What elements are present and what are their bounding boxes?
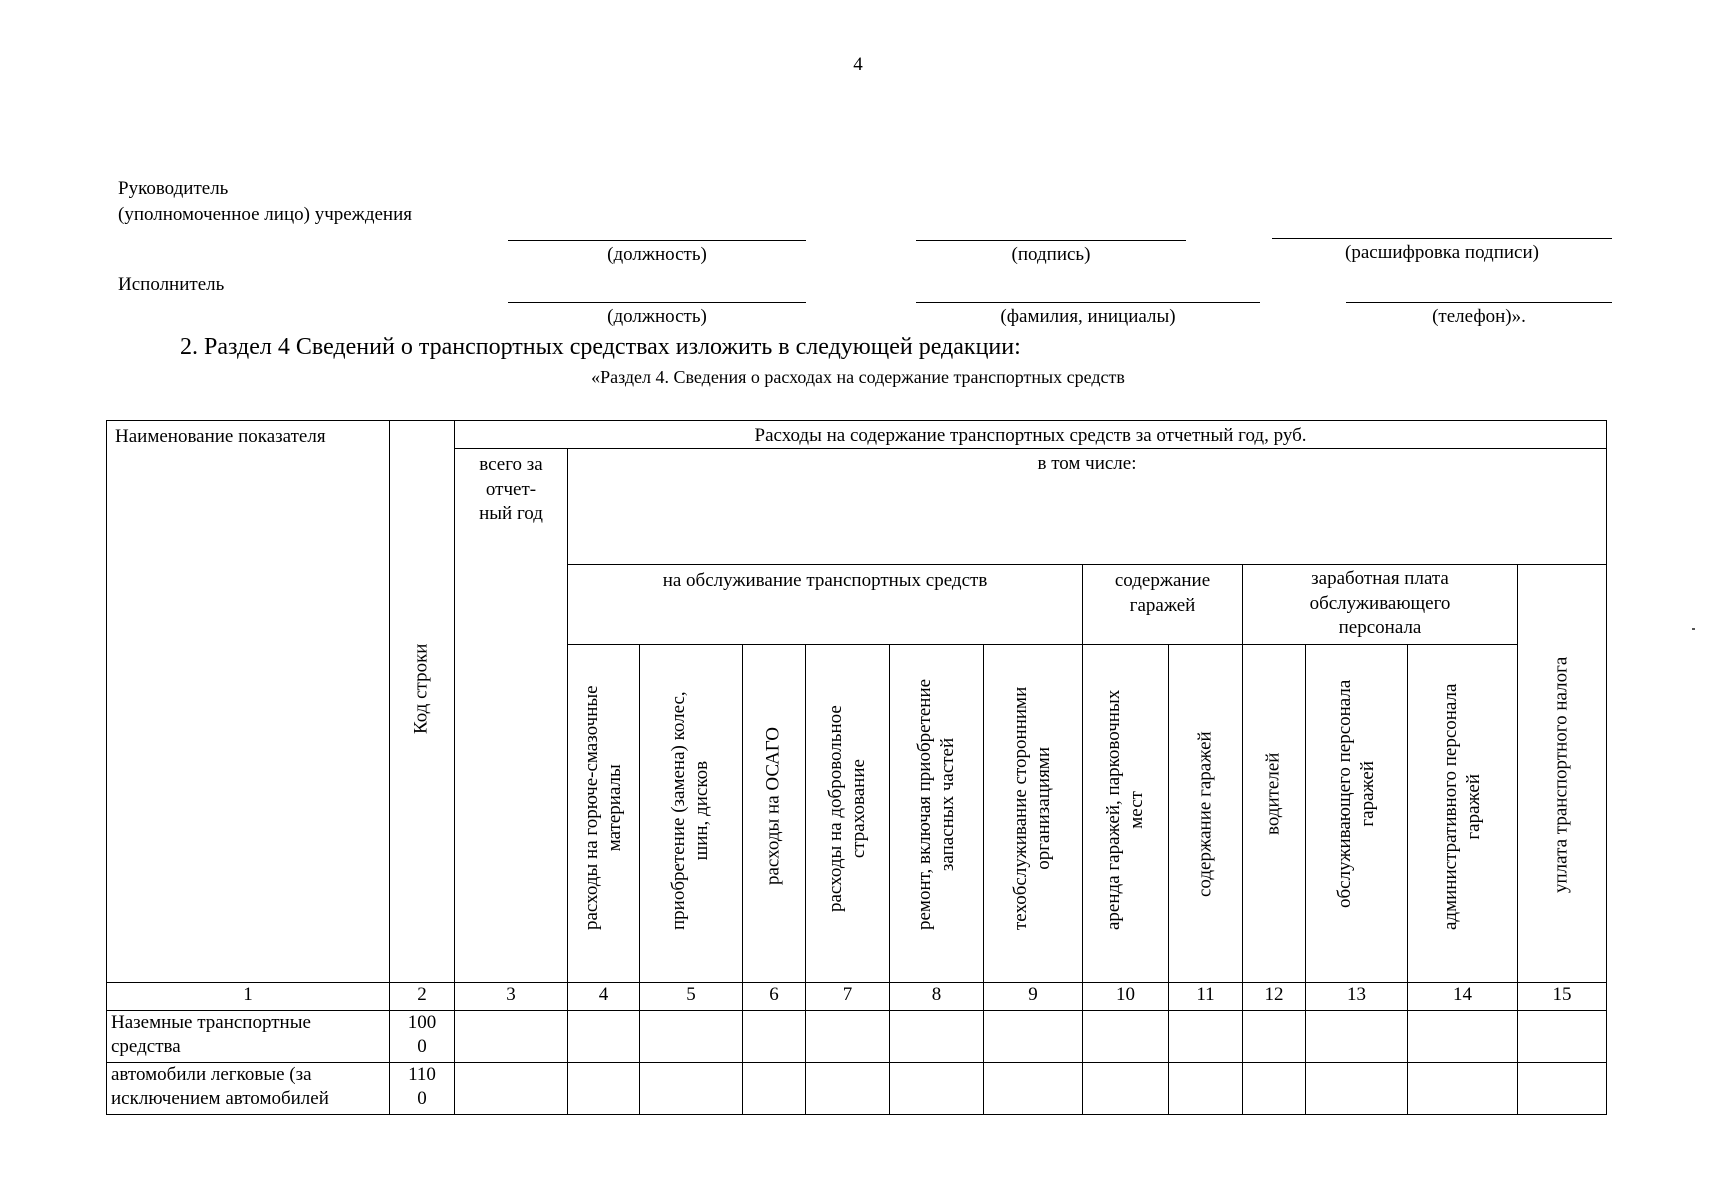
data-cell[interactable] — [1306, 1011, 1408, 1063]
column-number: 7 — [806, 983, 890, 1011]
header-including: в том числе: — [568, 449, 1607, 565]
data-cell[interactable] — [806, 1063, 890, 1115]
exec-phone-caption: (телефон)». — [1432, 306, 1526, 327]
exec-position-line — [508, 302, 806, 303]
head-decoding-line — [1272, 238, 1612, 239]
header-col-14: административного персонала гаражей — [1408, 645, 1518, 983]
header-col-7: расходы на добровольное страхование — [806, 645, 890, 983]
row-code: 100 0 — [390, 1011, 455, 1063]
header-col-6: расходы на ОСАГО — [743, 645, 806, 983]
data-cell[interactable] — [806, 1011, 890, 1063]
data-cell[interactable] — [1518, 1063, 1607, 1115]
head-position-line — [508, 240, 806, 241]
column-number: 5 — [640, 983, 743, 1011]
head-decoding-caption: (расшифровка подписи) — [1345, 242, 1539, 263]
data-cell[interactable] — [640, 1063, 743, 1115]
header-col-11: содержание гаражей — [1169, 645, 1243, 983]
data-cell[interactable] — [890, 1063, 984, 1115]
data-cell[interactable] — [455, 1063, 568, 1115]
header-garages: содержание гаражей — [1083, 565, 1243, 645]
header-col-5: приобретение (замена) колес, шин, дисков — [640, 645, 743, 983]
data-cell[interactable] — [1083, 1063, 1169, 1115]
data-cell[interactable] — [1169, 1063, 1243, 1115]
table-row — [107, 1011, 1607, 1063]
page-number: 4 — [853, 54, 863, 75]
executor-label: Исполнитель — [118, 274, 225, 295]
header-row-1 — [107, 421, 1607, 449]
header-salary: заработная плата обслуживающего персонала — [1243, 565, 1518, 645]
head-signature-line — [916, 240, 1186, 241]
head-title-line2: (уполномоченное лицо) учреждения — [118, 204, 412, 225]
data-cell[interactable] — [984, 1063, 1083, 1115]
data-cell[interactable] — [640, 1011, 743, 1063]
data-cell[interactable] — [455, 1011, 568, 1063]
exec-phone-line — [1346, 302, 1612, 303]
column-numbers-row — [107, 983, 1607, 1011]
row-name-passenger-cars: автомобили легковые (за исключением автомобилей — [107, 1063, 390, 1115]
column-number: 4 — [568, 983, 640, 1011]
data-cell[interactable] — [1243, 1063, 1306, 1115]
header-col-9: техобслуживание сторонними организациями — [984, 645, 1083, 983]
amendment-instruction: 2. Раздел 4 Сведений о транспортных средствах изложить в следующей редакции: — [180, 334, 1021, 360]
header-total: всего за отчет- ный год — [455, 449, 568, 983]
data-cell[interactable] — [1518, 1011, 1607, 1063]
header-col-15: уплата транспортного налога — [1518, 565, 1607, 983]
head-title-line1: Руководитель — [118, 178, 229, 199]
data-cell[interactable] — [568, 1063, 640, 1115]
head-signature-caption: (подпись) — [1011, 244, 1091, 265]
data-cell[interactable] — [1408, 1063, 1518, 1115]
column-number: 11 — [1169, 983, 1243, 1011]
data-cell[interactable] — [568, 1011, 640, 1063]
data-cell[interactable] — [1306, 1063, 1408, 1115]
expenses-table — [106, 420, 1607, 1115]
header-col-10: аренда гаражей, парковочных мест — [1083, 645, 1169, 983]
exec-name-caption: (фамилия, инициалы) — [1000, 306, 1176, 327]
column-number: 10 — [1083, 983, 1169, 1011]
head-position-caption: (должность) — [607, 244, 707, 265]
column-number: 6 — [743, 983, 806, 1011]
data-cell[interactable] — [1243, 1011, 1306, 1063]
column-number: 14 — [1408, 983, 1518, 1011]
exec-position-caption: (должность) — [607, 306, 707, 327]
exec-name-line — [916, 302, 1260, 303]
scan-speck — [1692, 628, 1695, 630]
data-cell[interactable] — [1083, 1011, 1169, 1063]
header-expenses: Расходы на содержание транспортных средств за отчетный год, руб. — [455, 421, 1607, 449]
section-title: «Раздел 4. Сведения о расходах на содержание транспортных средств — [591, 367, 1125, 387]
header-line-code: Код строки — [390, 421, 455, 983]
data-cell[interactable] — [1169, 1011, 1243, 1063]
column-number: 1 — [107, 983, 390, 1011]
header-col-8: ремонт, включая приобретение запасных частей — [890, 645, 984, 983]
data-cell[interactable] — [743, 1063, 806, 1115]
data-cell[interactable] — [1408, 1011, 1518, 1063]
header-service: на обслуживание транспортных средств — [568, 565, 1083, 645]
row-code: 110 0 — [390, 1063, 455, 1115]
column-number: 8 — [890, 983, 984, 1011]
column-number: 15 — [1518, 983, 1607, 1011]
header-col-13: обслуживающего персонала гаражей — [1306, 645, 1408, 983]
column-number: 12 — [1243, 983, 1306, 1011]
table-row — [107, 1063, 1607, 1115]
header-col-12: водителей — [1243, 645, 1306, 983]
data-cell[interactable] — [743, 1011, 806, 1063]
column-number: 3 — [455, 983, 568, 1011]
row-name-ground-vehicles: Наземные транспортные средства — [107, 1011, 390, 1063]
data-cell[interactable] — [890, 1011, 984, 1063]
column-number: 13 — [1306, 983, 1408, 1011]
header-col-4: расходы на горюче-смазочные материалы — [568, 645, 640, 983]
header-indicator: Наименование показателя — [107, 421, 390, 983]
column-number: 9 — [984, 983, 1083, 1011]
column-number: 2 — [390, 983, 455, 1011]
data-cell[interactable] — [984, 1011, 1083, 1063]
